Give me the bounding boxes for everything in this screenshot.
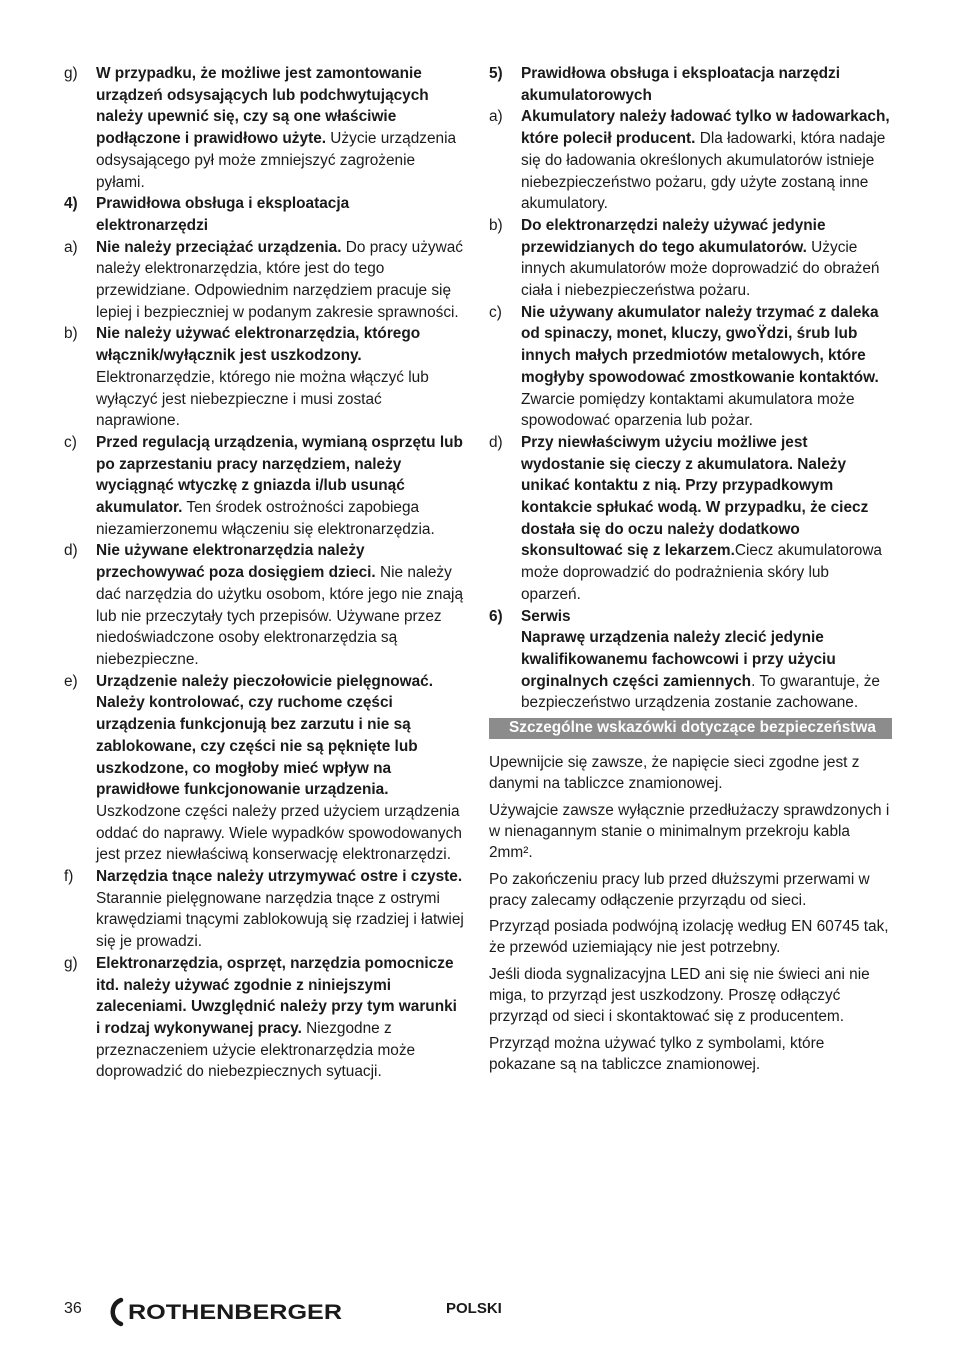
- item-normal-text: Ten środek ostrożności zapobiega niezamierzonemu włączeniu się elektronarzędzia.: [96, 499, 435, 538]
- item-bold-text: Naprawę urządzenia należy zlecić jedynie kwalifikowanemu fachowcowi i przy użyciu orginalnych części zamiennych: [521, 629, 836, 690]
- brand-wordmark: ROTHENBERGER: [128, 1301, 342, 1324]
- item-normal-text: Użycie urządzenia odsysającego pył może zmniejszyć zagrożenie pyłami.: [96, 130, 457, 191]
- item-normal-text: Dla ładowarki, która nadaje się do ładowania określonych akumulatorów istnieje niebezpieczeństwo pożaru, gdy użyte zostaną inne akumulatory.: [521, 130, 886, 213]
- item-label: c): [489, 303, 502, 321]
- list-item: [489, 302, 892, 432]
- right-items: [489, 63, 892, 714]
- item-text: [96, 671, 464, 866]
- item-label: [489, 627, 521, 714]
- item-bold-text: Narzędzia tnące należy utrzymywać ostre i czyste.: [96, 868, 463, 886]
- right-column: [489, 63, 892, 1080]
- list-item: [64, 323, 464, 432]
- list-item: [64, 237, 464, 324]
- item-label: 6): [489, 607, 503, 625]
- item-normal-text: Ciecz akumulatorowa może doprowadzić do podrażnienia skóry lub oparzeń.: [521, 542, 882, 603]
- item-bold-text: W przypadku, że możliwe jest zamontowanie urządzeń odsysających lub podchwytujących należy upewnić się, czy są one właściwie podłączone i prawidłowo użyte.: [96, 65, 429, 148]
- item-bold-text: Nie należy przeciążać urządzenia.: [96, 238, 342, 256]
- item-bold-text: Do elektronarzędzi należy używać jedynie przewidzianych do tego akumulatorów.: [521, 216, 826, 256]
- item-normal-text: Elektronarzędzie, którego nie można włączyć lub wyłączyć jest niebezpieczne i musi zostać naprawione.: [96, 368, 429, 430]
- item-label: c): [64, 433, 77, 451]
- item-label: b): [489, 216, 503, 234]
- list-item: [64, 63, 464, 193]
- item-text: [521, 606, 892, 628]
- item-text: [96, 432, 464, 541]
- item-text: [96, 866, 464, 953]
- item-label: a): [64, 238, 78, 256]
- item-label: d): [64, 542, 78, 560]
- section-heading: [64, 193, 464, 236]
- item-bold-text: Elektronarzędzia, osprzęt, narzędzia pomocnicze itd. należy używać zgodnie z niniejszymi zaleceniami. Uwzględnić należy przy tym warunki i rodzaj wykonywanej pracy.: [96, 954, 457, 1037]
- item-text: [96, 193, 464, 236]
- item-normal-text: Nie należy dać narzędzia do użytku osobom, które jego nie znają lub nie przeczytały tych przepisów. Używane przez niedoświadczone osoby elektronarzędzia są niebezpieczne.: [96, 564, 464, 668]
- page-number: 36: [64, 1300, 82, 1317]
- item-normal-text: Starannie pielęgnowane narzędzia tnące z ostrymi krawędziami tnącymi zablokowują się rzadziej i łatwiej się je prowadzi.: [96, 889, 464, 951]
- list-item: [64, 432, 464, 541]
- item-bold-text: Nie należy używać elektronarzędzia, którego włącznik/wyłącznik jest uszkodzony.: [96, 325, 421, 365]
- item-label: 5): [489, 65, 503, 82]
- item-label: g): [64, 65, 78, 82]
- item-label: g): [64, 954, 78, 972]
- item-label: f): [64, 868, 74, 886]
- list-item: [64, 866, 464, 953]
- left-column: [64, 63, 464, 1083]
- item-text: [521, 215, 892, 302]
- list-item: [489, 432, 892, 606]
- item-bold-text: Akumulatory należy ładować tylko w ładowarkach, które polecił producent.: [521, 108, 890, 148]
- item-normal-text: Niezgodne z przeznaczeniem użycie elektronarzędzia może doprowadzić do niebezpiecznych sytuacji.: [96, 1019, 416, 1081]
- item-text: [96, 237, 464, 324]
- safety-paragraph: Przyrząd można używać tylko z symbolami, które pokazane są na tabliczce znamionowej.: [489, 1034, 825, 1073]
- item-label: e): [64, 672, 78, 690]
- item-normal-text: Uszkodzone części należy przed użyciem urządzenia oddać do naprawy. Wiele wypadków spowodowanych jest przez niewłaściwą konserwację elektronarzędzi.: [96, 802, 462, 864]
- item-label: 4): [64, 195, 78, 213]
- page-footer: [64, 1296, 892, 1332]
- list-item: [64, 671, 464, 866]
- item-text: [96, 63, 464, 193]
- item-bold-text: Prawidłowa obsługa i eksploatacja elektronarzędzi: [96, 195, 350, 234]
- safety-paragraph: Przyrząd posiada podwójną izolację według EN 60745 tak, że przewód uziemiający nie jest potrzebny.: [489, 918, 889, 957]
- section-heading: [489, 63, 892, 106]
- item-bold-text: Serwis: [521, 607, 571, 625]
- item-normal-text: . To gwarantuje, że bezpieczeństwo urządzenia zostanie zachowane.: [521, 672, 880, 712]
- item-text: [521, 106, 892, 215]
- list-item: [489, 627, 892, 714]
- item-text: [96, 323, 464, 432]
- item-text: [521, 302, 892, 432]
- item-text: [96, 953, 464, 1083]
- item-text: [521, 63, 892, 106]
- item-normal-text: Do pracy używać należy elektronarzędzia, które jest do tego przewidziane. Odpowiednim narzędziem pracuje się lepiej i bezpieczniej w podanym zakresie sprawności.: [96, 238, 463, 321]
- safety-paragraph: Upewnijcie się zawsze, że napięcie sieci zgodne jest z danymi na tabliczce znamionowej.: [489, 754, 860, 793]
- item-label: b): [64, 325, 78, 343]
- language-label: POLSKI: [446, 1300, 502, 1317]
- list-item: [64, 953, 464, 1083]
- list-item: [489, 215, 892, 302]
- safety-paragraphs: [489, 752, 892, 1075]
- item-bold-text: Nie używany akumulator należy trzymać z daleka od spinaczy, monet, kluczy, gwoŸdzi, śrub lub innych małych przedmiotów metalowych, które mogłyby spowodować zmostkowanie kontaktów.: [521, 303, 879, 386]
- special-safety-heading: Szczególne wskazówki dotyczące bezpieczeństwa: [489, 718, 892, 739]
- safety-paragraph: Używajcie zawsze wyłącznie przedłużaczy sprawdzonych i w nienagannym stanie o minimalnym przekroju kabla 2mm².: [489, 801, 890, 862]
- item-text: [521, 432, 892, 606]
- item-text: [521, 627, 892, 714]
- item-bold-text: Nie używane elektronarzędzia należy przechowywać poza dosięgiem dzieci.: [96, 542, 376, 582]
- item-normal-text: Użycie innych akumulatorów może doprowadzić do obrażeń ciała i niebezpieczeństwa pożaru.: [521, 238, 880, 300]
- rothenberger-logo: [108, 1296, 346, 1328]
- section-heading: [489, 606, 892, 628]
- item-bold-text: Prawidłowa obsługa i eksploatacja narzędzi akumulatorowych: [521, 65, 841, 104]
- list-item: [64, 540, 464, 670]
- item-normal-text: Zwarcie pomiędzy kontaktami akumulatora może spowodować oparzenia lub pożar.: [521, 390, 855, 430]
- item-bold-text: Przed regulacją urządzenia, wymianą osprzętu lub po zaprzestaniu pracy narzędziem, należy wyciągnąć wtyczkę z gniazda i/lub usunąć akumulator.: [96, 433, 463, 517]
- item-bold-text: Urządzenie należy pieczołowicie pielęgnować. Należy kontrolować, czy ruchome części urządzenia funkcjonują bez zarzutu i nie są zablokowane, czy części nie są pęknięte lub uszkodzone, co mogłoby mieć wpływ na prawidłowe funkcjonowanie urządzenia.: [96, 672, 433, 799]
- item-label: a): [489, 108, 503, 126]
- item-label: d): [489, 433, 503, 451]
- list-item: [489, 106, 892, 215]
- item-bold-text: Przy niewłaściwym użyciu możliwe jest wydostanie się cieczy z akumulatora. Należy unikać kontaktu z nią. Przy przypadkowym kontakcie spłukać wodą. W przypadku, że ciecz dostała się do oczu należy dodatkowo skonsultować się z lekarzem.: [521, 433, 869, 560]
- safety-paragraph: Jeśli dioda sygnalizacyjna LED ani się nie świeci ani nie miga, to przyrząd jest uszkodzony. Proszę odłączyć przyrząd od sieci i skontaktować się z producentem.: [489, 965, 870, 1026]
- safety-paragraph: Po zakończeniu pracy lub przed dłuższymi przerwami w pracy zalecamy odłączenie przyrządu od sieci.: [489, 870, 870, 909]
- item-text: [96, 540, 464, 670]
